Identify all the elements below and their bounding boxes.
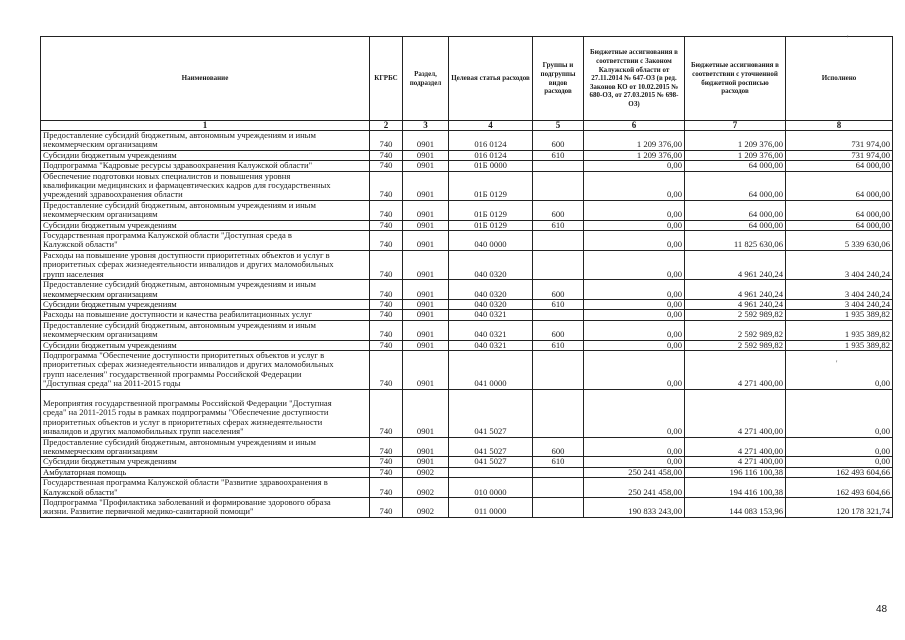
row-section: 0901 <box>403 350 449 389</box>
row-kgrbs: 740 <box>370 350 403 389</box>
table-row <box>41 250 893 279</box>
row-name: Субсидии бюджетным учреждениям <box>41 457 370 467</box>
table-row <box>41 171 893 200</box>
column-header: Раздел, подраздел <box>403 37 449 121</box>
table-row <box>41 389 893 437</box>
row-name: Мероприятия государственной программы Российской Федерации "Доступная среда" на 2011-2015 годы в рамках подпрограммы "Обеспечение доступности приоритетных объектов и услуг в приоритетных сферах жизнедеятельности инвалидов и других маломобильных групп населения" <box>41 389 370 437</box>
table-row <box>41 320 893 340</box>
row-executed: 162 493 604,66 <box>786 478 893 498</box>
row-kgrbs: 740 <box>370 457 403 467</box>
row-name: Расходы на повышение уровня доступности приоритетных объектов и услуг в приоритетных сферах жизнедеятельности инвалидов и других маломобильных групп населения <box>41 250 370 279</box>
row-name: Предоставление субсидий бюджетным, автономным учреждениям и иным некоммерческим организациям <box>41 437 370 457</box>
table-row <box>41 150 893 160</box>
column-header: Исполнено <box>786 37 893 121</box>
table-row <box>41 478 893 498</box>
row-updated-allocation: 2 592 989,82 <box>685 320 786 340</box>
row-name: Предоставление субсидий бюджетным, автономным учреждениям и иным некоммерческим организациям <box>41 320 370 340</box>
row-updated-allocation: 1 209 376,00 <box>685 150 786 160</box>
column-number: 7 <box>685 121 786 131</box>
row-kgrbs: 740 <box>370 299 403 309</box>
row-section: 0901 <box>403 389 449 437</box>
row-law-allocation: 0,00 <box>584 200 685 220</box>
row-executed: 0,00 <box>786 389 893 437</box>
row-section: 0901 <box>403 200 449 220</box>
row-law-allocation: 0,00 <box>584 220 685 230</box>
row-target-article: 040 0321 <box>449 320 533 340</box>
row-name: Государственная программа Калужской области "Развитие здравоохранения в Калужской области" <box>41 478 370 498</box>
table-row <box>41 498 893 518</box>
row-name: Амбулаторная помощь <box>41 467 370 477</box>
column-header: Бюджетные ассигнования в соответствии с уточненной бюджетной росписью расходов <box>685 37 786 121</box>
row-expense-group: 610 <box>533 299 584 309</box>
row-kgrbs: 740 <box>370 389 403 437</box>
row-target-article: 01Б 0129 <box>449 220 533 230</box>
row-section: 0902 <box>403 498 449 518</box>
row-kgrbs: 740 <box>370 171 403 200</box>
row-law-allocation: 0,00 <box>584 320 685 340</box>
row-name: Подпрограмма "Кадровые ресурсы здравоохранения Калужской области" <box>41 161 370 171</box>
row-executed: 64 000,00 <box>786 200 893 220</box>
row-executed: 3 404 240,24 <box>786 250 893 279</box>
row-law-allocation: 0,00 <box>584 299 685 309</box>
row-expense-group <box>533 389 584 437</box>
row-name: Подпрограмма "Профилактика заболеваний и формирование здорового образа жизни. Развитие первичной медико-санитарной помощи" <box>41 498 370 518</box>
row-name: Предоставление субсидий бюджетным, автономным учреждениям и иным некоммерческим организациям <box>41 280 370 300</box>
row-law-allocation: 0,00 <box>584 389 685 437</box>
table-row <box>41 200 893 220</box>
row-expense-group <box>533 250 584 279</box>
row-kgrbs: 740 <box>370 250 403 279</box>
row-expense-group: 610 <box>533 457 584 467</box>
row-expense-group <box>533 231 584 251</box>
row-law-allocation: 0,00 <box>584 250 685 279</box>
row-name: Субсидии бюджетным учреждениям <box>41 340 370 350</box>
table-row <box>41 437 893 457</box>
row-updated-allocation: 64 000,00 <box>685 220 786 230</box>
row-target-article: 041 5027 <box>449 457 533 467</box>
row-executed: 162 493 604,66 <box>786 467 893 477</box>
row-expense-group: 600 <box>533 131 584 151</box>
table-row <box>41 161 893 171</box>
row-executed: 1 935 389,82 <box>786 310 893 320</box>
row-expense-group: 600 <box>533 200 584 220</box>
row-expense-group <box>533 350 584 389</box>
row-updated-allocation: 196 116 100,38 <box>685 467 786 477</box>
row-executed: 64 000,00 <box>786 171 893 200</box>
table-row <box>41 299 893 309</box>
row-executed: 3 404 240,24 <box>786 299 893 309</box>
row-section: 0901 <box>403 131 449 151</box>
row-section: 0901 <box>403 437 449 457</box>
row-target-article: 016 0124 <box>449 131 533 151</box>
row-executed: 3 404 240,24 <box>786 280 893 300</box>
row-target-article: 041 5027 <box>449 389 533 437</box>
row-expense-group <box>533 171 584 200</box>
row-updated-allocation: 194 416 100,38 <box>685 478 786 498</box>
row-target-article: 041 5027 <box>449 437 533 457</box>
row-law-allocation: 0,00 <box>584 350 685 389</box>
column-number: 4 <box>449 121 533 131</box>
table-row <box>41 131 893 151</box>
row-kgrbs: 740 <box>370 231 403 251</box>
row-law-allocation: 250 241 458,00 <box>584 467 685 477</box>
row-executed: 1 935 389,82 <box>786 320 893 340</box>
row-updated-allocation: 1 209 376,00 <box>685 131 786 151</box>
column-number: 6 <box>584 121 685 131</box>
row-law-allocation: 0,00 <box>584 310 685 320</box>
budget-table-sheet <box>40 36 892 518</box>
row-name: Субсидии бюджетным учреждениям <box>41 150 370 160</box>
row-section: 0902 <box>403 467 449 477</box>
pen-mark: ' <box>836 359 838 368</box>
page-number: 48 <box>876 604 888 615</box>
row-name: Предоставление субсидий бюджетным, автономным учреждениям и иным некоммерческим организациям <box>41 200 370 220</box>
row-expense-group: 610 <box>533 150 584 160</box>
row-executed: 64 000,00 <box>786 220 893 230</box>
column-number: 8 <box>786 121 893 131</box>
row-section: 0901 <box>403 299 449 309</box>
row-updated-allocation: 4 961 240,24 <box>685 299 786 309</box>
column-header: КГРБС <box>370 37 403 121</box>
row-expense-group <box>533 467 584 477</box>
row-law-allocation: 250 241 458,00 <box>584 478 685 498</box>
row-target-article: 010 0000 <box>449 478 533 498</box>
column-number: 3 <box>403 121 449 131</box>
row-target-article: 016 0124 <box>449 150 533 160</box>
row-expense-group <box>533 310 584 320</box>
row-section: 0901 <box>403 310 449 320</box>
row-law-allocation: 0,00 <box>584 340 685 350</box>
row-section: 0901 <box>403 280 449 300</box>
row-updated-allocation: 64 000,00 <box>685 171 786 200</box>
row-law-allocation: 0,00 <box>584 280 685 300</box>
row-name: Подпрограмма "Обеспечение доступности приоритетных объектов и услуг в приоритетных сферах жизнедеятельности инвалидов и других маломобильных групп населения" государственной программы Российской Федерации "Доступная среда" на 2011-2015 годы <box>41 350 370 389</box>
row-kgrbs: 740 <box>370 467 403 477</box>
row-updated-allocation: 2 592 989,82 <box>685 310 786 320</box>
row-target-article: 011 0000 <box>449 498 533 518</box>
row-target-article: 01Б 0000 <box>449 161 533 171</box>
row-executed: 0,00 <box>786 350 893 389</box>
row-kgrbs: 740 <box>370 310 403 320</box>
row-executed: 5 339 630,06 <box>786 231 893 251</box>
row-updated-allocation: 11 825 630,06 <box>685 231 786 251</box>
row-expense-group <box>533 498 584 518</box>
row-name: Расходы на повышение доступности и качества реабилитационных услуг <box>41 310 370 320</box>
header-row <box>41 37 893 121</box>
row-target-article: 040 0321 <box>449 340 533 350</box>
row-updated-allocation: 64 000,00 <box>685 200 786 220</box>
row-expense-group: 600 <box>533 320 584 340</box>
row-section: 0901 <box>403 220 449 230</box>
row-updated-allocation: 64 000,00 <box>685 161 786 171</box>
row-expense-group: 600 <box>533 280 584 300</box>
row-section: 0901 <box>403 171 449 200</box>
row-law-allocation: 1 209 376,00 <box>584 150 685 160</box>
row-kgrbs: 740 <box>370 131 403 151</box>
table-row <box>41 340 893 350</box>
column-number: 2 <box>370 121 403 131</box>
row-updated-allocation: 4 271 400,00 <box>685 437 786 457</box>
column-header: Бюджетные ассигнования в соответствии с Законом Калужской области от 27.11.2014 № 647-ОЗ (в ред. Законов КО от 10.02.2015 № 680-ОЗ, от 27.03.2015 № 698-ОЗ) <box>584 37 685 121</box>
row-kgrbs: 740 <box>370 280 403 300</box>
row-executed: 731 974,00 <box>786 131 893 151</box>
table-row <box>41 467 893 477</box>
row-section: 0901 <box>403 320 449 340</box>
row-kgrbs: 740 <box>370 200 403 220</box>
row-target-article: 040 0320 <box>449 280 533 300</box>
row-name: Субсидии бюджетным учреждениям <box>41 220 370 230</box>
row-updated-allocation: 4 961 240,24 <box>685 250 786 279</box>
row-target-article: 040 0320 <box>449 299 533 309</box>
row-updated-allocation: 4 271 400,00 <box>685 457 786 467</box>
row-law-allocation: 190 833 243,00 <box>584 498 685 518</box>
row-name: Субсидии бюджетным учреждениям <box>41 299 370 309</box>
column-header: Группы и подгруппы видов расходов <box>533 37 584 121</box>
row-section: 0901 <box>403 457 449 467</box>
row-name: Предоставление субсидий бюджетным, автономным учреждениям и иным некоммерческим организациям <box>41 131 370 151</box>
table-row <box>41 310 893 320</box>
column-number: 5 <box>533 121 584 131</box>
row-executed: 0,00 <box>786 457 893 467</box>
row-executed: 731 974,00 <box>786 150 893 160</box>
row-updated-allocation: 144 083 153,96 <box>685 498 786 518</box>
row-target-article: 040 0321 <box>449 310 533 320</box>
table-row <box>41 220 893 230</box>
row-kgrbs: 740 <box>370 478 403 498</box>
row-updated-allocation: 4 961 240,24 <box>685 280 786 300</box>
row-law-allocation: 1 209 376,00 <box>584 131 685 151</box>
row-target-article <box>449 467 533 477</box>
row-expense-group: 600 <box>533 437 584 457</box>
row-law-allocation: 0,00 <box>584 437 685 457</box>
row-section: 0901 <box>403 161 449 171</box>
row-target-article: 040 0320 <box>449 250 533 279</box>
row-name: Государственная программа Калужской области "Доступная среда в Калужской области" <box>41 231 370 251</box>
row-executed: 120 178 321,74 <box>786 498 893 518</box>
row-section: 0901 <box>403 250 449 279</box>
row-executed: 1 935 389,82 <box>786 340 893 350</box>
row-executed: 64 000,00 <box>786 161 893 171</box>
budget-table <box>40 36 893 518</box>
row-law-allocation: 0,00 <box>584 161 685 171</box>
row-kgrbs: 740 <box>370 220 403 230</box>
row-target-article: 01Б 0129 <box>449 200 533 220</box>
row-name: Обеспечение подготовки новых специалистов и повышения уровня квалификации медицинских и фармацевтических кадров для государственных учреждений здравоохранения области <box>41 171 370 200</box>
table-body <box>41 131 893 518</box>
row-section: 0901 <box>403 231 449 251</box>
column-header: Целевая статья расходов <box>449 37 533 121</box>
column-header: Наименование <box>41 37 370 121</box>
row-kgrbs: 740 <box>370 320 403 340</box>
row-expense-group <box>533 161 584 171</box>
row-kgrbs: 740 <box>370 161 403 171</box>
row-expense-group: 610 <box>533 220 584 230</box>
table-row <box>41 457 893 467</box>
row-law-allocation: 0,00 <box>584 171 685 200</box>
row-updated-allocation: 2 592 989,82 <box>685 340 786 350</box>
row-kgrbs: 740 <box>370 498 403 518</box>
row-expense-group: 610 <box>533 340 584 350</box>
row-law-allocation: 0,00 <box>584 231 685 251</box>
row-law-allocation: 0,00 <box>584 457 685 467</box>
row-section: 0901 <box>403 340 449 350</box>
row-updated-allocation: 4 271 400,00 <box>685 389 786 437</box>
row-executed: 0,00 <box>786 437 893 457</box>
column-number-row <box>41 121 893 131</box>
row-updated-allocation: 4 271 400,00 <box>685 350 786 389</box>
row-section: 0901 <box>403 150 449 160</box>
row-target-article: 040 0000 <box>449 231 533 251</box>
row-section: 0902 <box>403 478 449 498</box>
table-row <box>41 350 893 389</box>
table-row <box>41 280 893 300</box>
pen-mark: ' <box>847 34 849 43</box>
row-expense-group <box>533 478 584 498</box>
column-number: 1 <box>41 121 370 131</box>
row-target-article: 041 0000 <box>449 350 533 389</box>
row-kgrbs: 740 <box>370 340 403 350</box>
row-target-article: 01Б 0129 <box>449 171 533 200</box>
row-kgrbs: 740 <box>370 437 403 457</box>
row-kgrbs: 740 <box>370 150 403 160</box>
table-row <box>41 231 893 251</box>
